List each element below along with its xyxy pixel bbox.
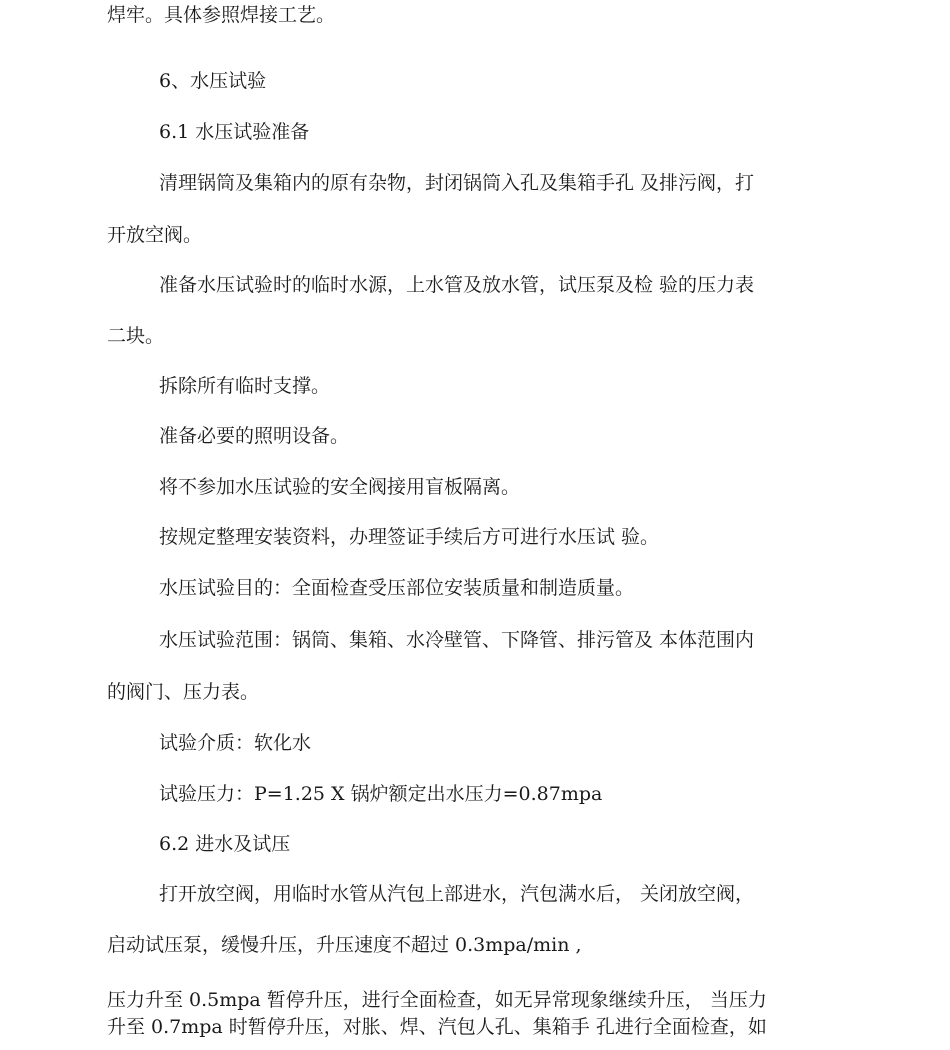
text-line: 打开放空阀，用临时水管从汽包上部进水，汽包满水后， 关闭放空阀， (159, 883, 755, 905)
text-line: 开放空阀。 (107, 224, 203, 246)
text-line: 压力升至 0.5mpa 暂停升压，进行全面检查，如无异常现象继续升压， 当压力 (107, 989, 767, 1011)
text-line: 的阀门、压力表。 (107, 681, 260, 703)
subsection-heading: 6.2 进水及试压 (159, 833, 291, 855)
subsection-heading: 6.1 水压试验准备 (159, 121, 310, 143)
text-line: 将不参加水压试验的安全阀接用盲板隔离。 (159, 476, 521, 498)
text-line: 试验压力：P=1.25 X 锅炉额定出水压力=0.87mpa (159, 783, 603, 805)
text-line: 准备水压试验时的临时水源，上水管及放水管，试压泵及检 验的压力表 (159, 274, 755, 296)
text-line: 焊牢。具体参照焊接工艺。 (107, 4, 336, 26)
text-line: 升至 0.7mpa 时暂停升压，对胀、焊、汽包人孔、集箱手 孔进行全面检查，如 (107, 1016, 767, 1038)
text-line: 二块。 (107, 325, 165, 347)
text-line: 按规定整理安装资料，办理签证手续后方可进行水压试 验。 (159, 526, 660, 548)
text-line: 拆除所有临时支撑。 (159, 375, 331, 397)
text-line: 水压试验目的：全面检查受压部位安装质量和制造质量。 (159, 577, 635, 599)
text-line: 试验介质：软化水 (159, 732, 312, 754)
text-line: 清理锅筒及集箱内的原有杂物，封闭锅筒入孔及集箱手孔 及排污阀，打 (159, 172, 755, 194)
text-line: 启动试压泵，缓慢升压，升压速度不超过 0.3mpa/min , (107, 934, 582, 956)
text-line: 准备必要的照明设备。 (159, 425, 350, 447)
text-line: 水压试验范围：锅筒、集箱、水冷壁管、下降管、排污管及 本体范围内 (159, 629, 755, 651)
section-heading: 6、水压试验 (159, 70, 267, 92)
